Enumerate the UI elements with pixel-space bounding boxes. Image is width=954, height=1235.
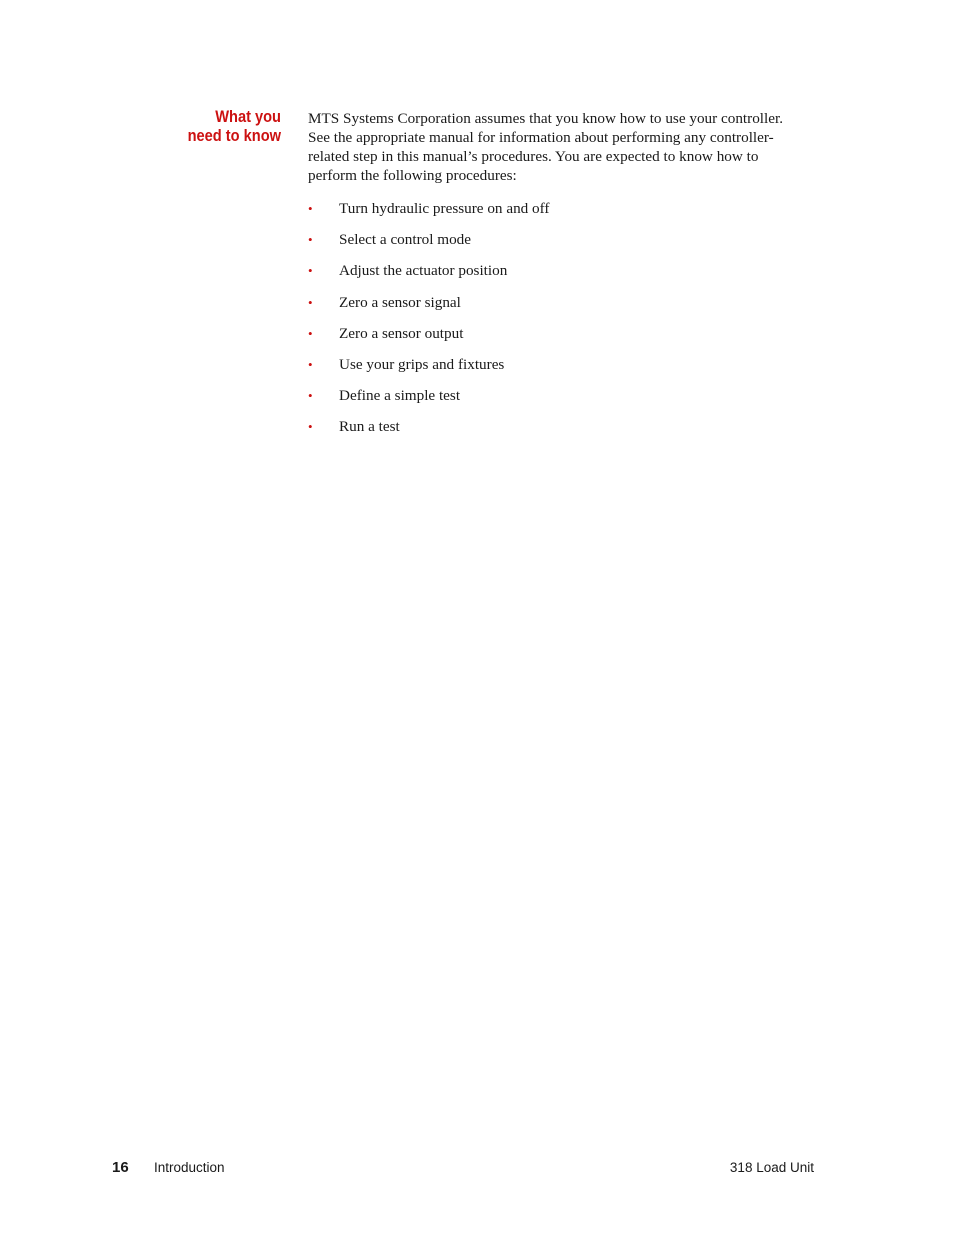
section-heading-line-1: What you [215,107,281,126]
bullet-icon: • [308,388,313,404]
intro-paragraph [308,109,808,185]
list-item-text: Zero a sensor signal [339,293,461,311]
footer-section-title: Introduction [154,1160,225,1175]
list-item-text: Turn hydraulic pressure on and off [339,200,550,217]
bullet-icon: • [308,201,313,216]
list-item-text: Run a test [339,418,400,436]
intro-line: MTS Systems Corporation assumes that you know how to use your controller. [308,110,783,127]
list-item-text: Define a simple test [339,387,461,405]
bullet-icon: • [308,419,313,435]
page-number: 16 [112,1159,129,1176]
bullet-icon: • [308,263,313,279]
bullet-icon: • [308,325,313,341]
bullet-icon: • [308,232,313,248]
section-heading-line-2: need to know [187,126,281,145]
list-item-text: Zero a sensor output [339,324,464,342]
intro-line: See the appropriate manual for information about performing any controller- [308,129,774,146]
intro-line: related step in this manual’s procedures. You are expected to know how to [308,148,759,165]
intro-line: perform the following procedures: [308,167,517,184]
bullet-icon: • [308,356,313,372]
list-item-text: Adjust the actuator position [339,262,508,280]
list-item-text: Select a control mode [339,231,472,249]
footer-product-name: 318 Load Unit [729,1160,814,1175]
section-heading [143,107,281,145]
list-item-text: Use your grips and fixtures [339,355,505,373]
bullet-icon: • [308,294,313,310]
